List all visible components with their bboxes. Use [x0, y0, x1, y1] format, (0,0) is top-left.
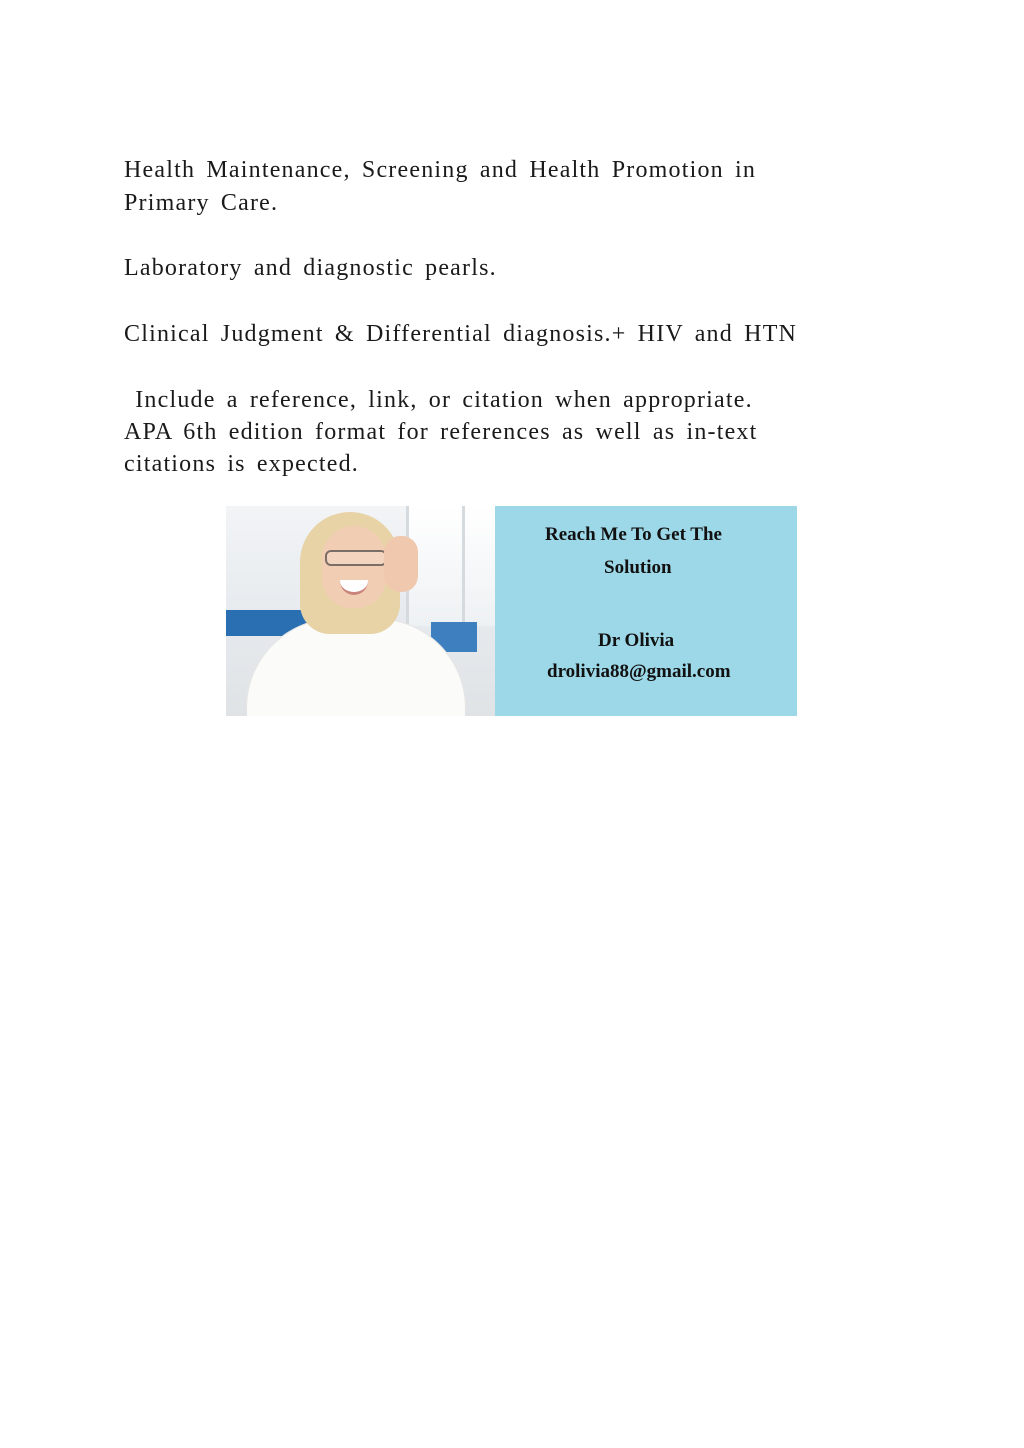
glasses-icon [325, 550, 387, 566]
contact-email[interactable]: drolivia88@gmail.com [547, 661, 731, 682]
hand [384, 536, 418, 592]
woman-with-glasses-photo [226, 506, 495, 716]
face [322, 526, 386, 608]
lab-pearls-line: Laboratory and diagnostic pearls. [124, 255, 497, 281]
reference-instructions: Include a reference, link, or citation when appropriate. APA 6th edition format for references as well as in-text citations is expected. [124, 387, 758, 477]
clinical-judgment-line: Clinical Judgment & Differential diagnosis.+ HIV and HTN [124, 321, 798, 347]
contact-panel [495, 506, 797, 716]
contact-banner [226, 506, 797, 716]
window-decor [462, 506, 495, 626]
cta-line-1: Reach Me To Get The [545, 524, 722, 545]
document-heading: Health Maintenance, Screening and Health Promotion in Primary Care. [124, 157, 757, 216]
contact-name: Dr Olivia [598, 630, 675, 651]
cta-line-2: Solution [604, 557, 672, 578]
